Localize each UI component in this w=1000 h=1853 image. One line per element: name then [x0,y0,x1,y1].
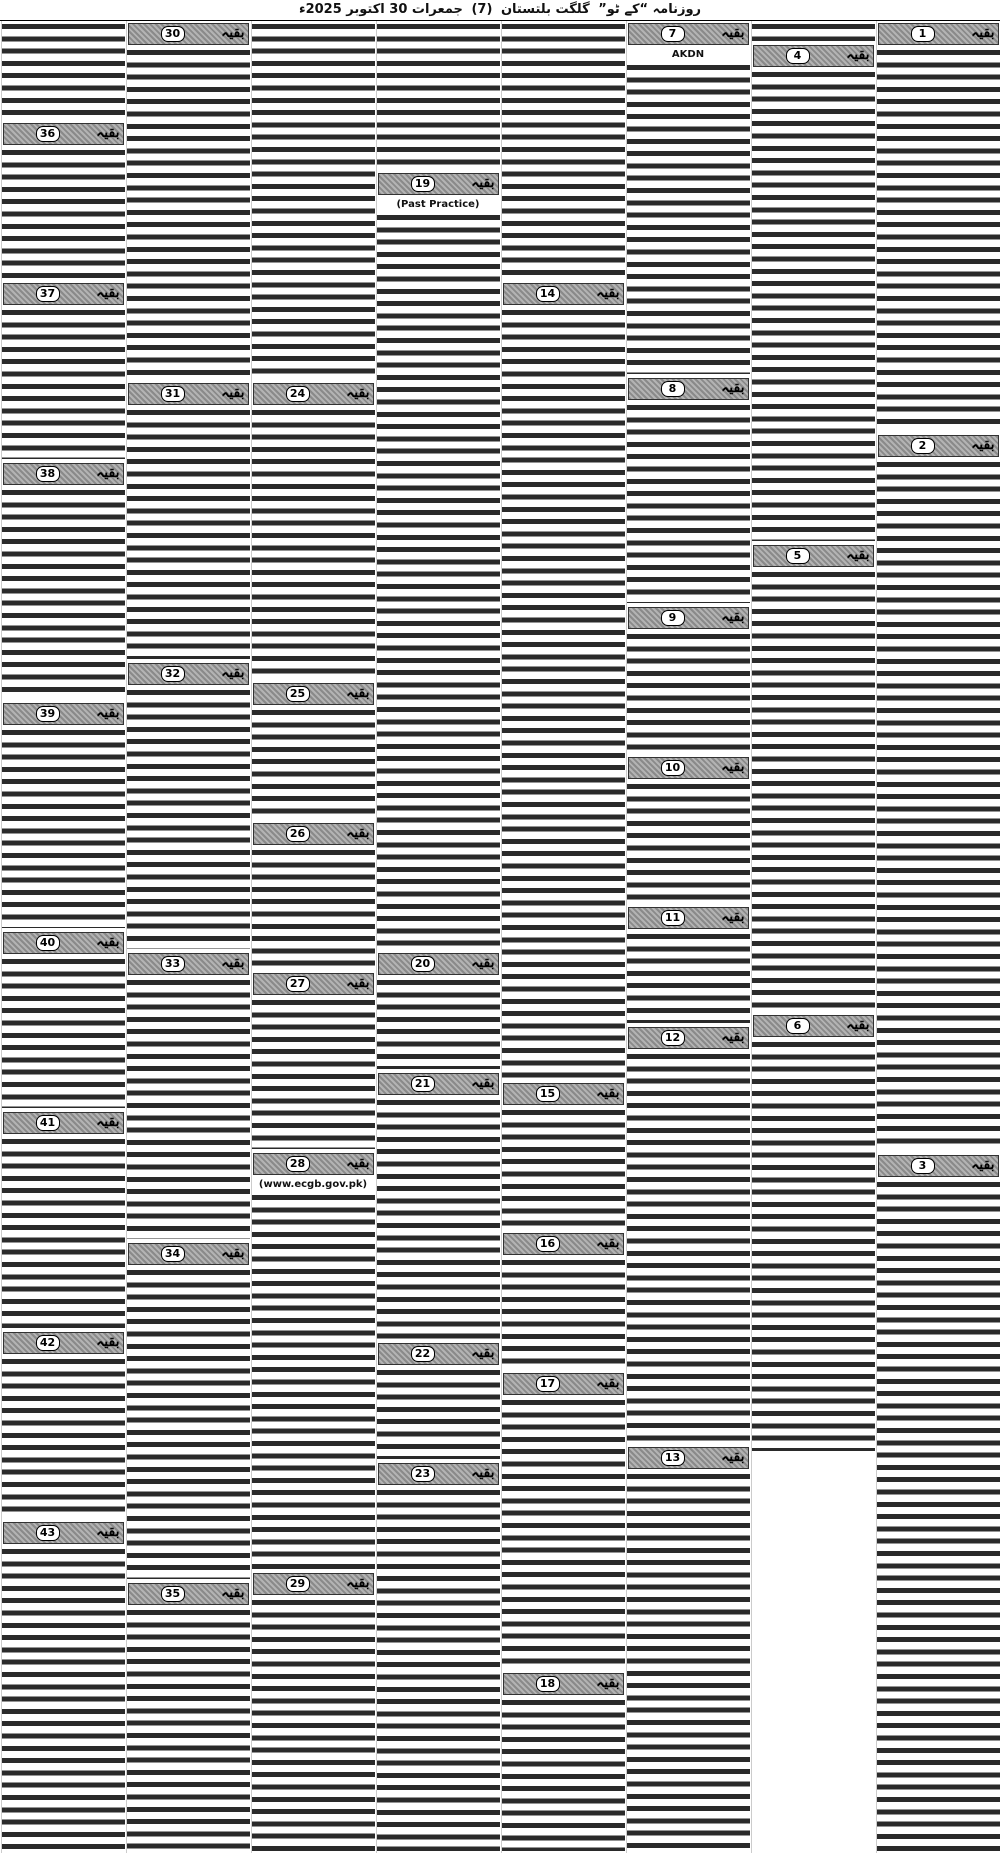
article-block [2,461,125,701]
continuation-number: 20 [411,956,435,972]
article-block [127,661,250,951]
continuation-badge [3,1522,124,1544]
continuation-badge [878,1155,999,1177]
article-block [877,21,1000,433]
article-block [377,1461,500,1853]
article-body-text [752,569,875,1011]
article-block [627,376,750,605]
dateline-date: جمعرات 30 اکتوبر 2025ء [298,2,463,17]
continuation-badge [628,907,749,929]
continuation-label: بقیہ [846,547,870,563]
continuation-number: 42 [36,1335,60,1351]
continuation-badge [253,683,374,705]
article-body-text [502,1697,625,1851]
continuation-number: 37 [36,286,60,302]
article-body-text [2,1546,125,1850]
article-body-text [2,487,125,699]
continuation-label: بقیہ [96,125,120,141]
article-block [2,701,125,930]
continuation-label: بقیہ [346,685,370,701]
masthead-dateline [0,0,1000,21]
article-block [127,951,250,1241]
dateline-page-number: (7) [471,2,493,17]
continuation-badge [378,1343,499,1365]
continuation-label: بقیہ [221,385,245,401]
article-block [377,951,500,1071]
continuation-label: بقیہ [346,1575,370,1591]
article-block [877,1153,1000,1853]
continuation-badge [128,383,249,405]
dateline-newspaper: روزنامہ “کے ٹو” [598,2,702,17]
continuation-badge [503,1673,624,1695]
inline-latin-text: AKDN [671,49,705,60]
article-block [2,930,125,1110]
article-block [127,21,250,381]
article-body-text [627,1471,750,1850]
continuation-badge [128,23,249,45]
article-block [502,1371,625,1671]
article-block [502,1081,625,1231]
article-block [252,1151,375,1571]
column-2 [751,21,875,1853]
continuation-badge [3,463,124,485]
continuation-label: بقیہ [221,1585,245,1601]
article-body-text [252,21,375,379]
continuation-number: 36 [36,126,60,142]
continuation-badge [128,1243,249,1265]
continuation-label: بقیہ [96,1524,120,1540]
article-block [752,21,875,43]
article-body-text [877,47,1000,431]
article-body-text [127,1607,250,1851]
article-body-text [752,21,875,41]
continuation-number: 11 [661,910,685,926]
article-block [2,281,125,461]
article-body-text [377,1367,500,1459]
continuation-badge [628,607,749,629]
article-body-text [377,977,500,1069]
continuation-label: بقیہ [346,975,370,991]
article-body-text [502,21,625,279]
continuation-number: 43 [36,1525,60,1541]
continuation-number: 18 [536,1676,560,1692]
column-6 [251,21,375,1853]
continuation-badge [253,383,374,405]
continuation-number: 3 [911,1158,935,1174]
article-block [127,1241,250,1581]
continuation-label: بقیہ [596,285,620,301]
continuation-number: 1 [911,26,935,42]
article-body-text [2,147,125,279]
article-block [2,1110,125,1330]
continuation-number: 39 [36,706,60,722]
continuation-number: 9 [661,610,685,626]
continuation-label: بقیہ [221,955,245,971]
article-body-text [252,997,375,1149]
article-body-text [377,1097,500,1339]
article-block [627,905,750,1025]
continuation-label: بقیہ [721,1029,745,1045]
article-block [752,1013,875,1453]
article-block [377,171,500,951]
article-block [502,281,625,1081]
continuation-label: بقیہ [971,1157,995,1173]
continuation-label: بقیہ [346,825,370,841]
continuation-label: بقیہ [846,1017,870,1033]
continuation-badge [3,1332,124,1354]
article-block [502,21,625,281]
continuation-label: بقیہ [596,1235,620,1251]
inline-latin-text: (www.ecgb.gov.pk) [258,1179,368,1190]
column-5 [376,21,500,1853]
article-body-text [2,956,125,1108]
continuation-number: 31 [161,386,185,402]
continuation-number: 10 [661,760,685,776]
article-body-text [627,402,750,603]
continuation-badge [253,1573,374,1595]
continuation-badge [128,1583,249,1605]
continuation-badge [3,1112,124,1134]
continuation-number: 29 [286,1576,310,1592]
article-block [627,1445,750,1852]
continuation-number: 14 [536,286,560,302]
continuation-label: بقیہ [96,934,120,950]
continuation-label: بقیہ [96,1334,120,1350]
continuation-label: بقیہ [721,25,745,41]
continuation-label: بقیہ [596,1675,620,1691]
article-block [252,681,375,821]
continuation-number: 27 [286,976,310,992]
article-body-text [127,977,250,1239]
article-body-text [752,69,875,541]
newspaper-page [0,21,1000,1853]
article-body-text [127,687,250,949]
article-body-text [252,1597,375,1851]
continuation-number: 15 [536,1086,560,1102]
continuation-label: بقیہ [721,609,745,625]
continuation-number: 22 [411,1346,435,1362]
article-body-text [377,212,500,949]
article-block [627,605,750,755]
dateline-region: گلگت بلتستان [500,2,590,17]
continuation-number: 26 [286,826,310,842]
article-body-text [502,1397,625,1669]
continuation-number: 25 [286,686,310,702]
continuation-label: بقیہ [721,380,745,396]
article-block [377,1341,500,1461]
continuation-label: بقیہ [721,909,745,925]
column-7 [126,21,250,1853]
continuation-badge [628,1027,749,1049]
continuation-number: 5 [786,548,810,564]
continuation-number: 24 [286,386,310,402]
continuation-label: بقیہ [471,175,495,191]
continuation-number: 2 [911,438,935,454]
continuation-label: بقیہ [971,25,995,41]
continuation-badge [253,823,374,845]
column-8 [1,21,125,1853]
article-body-text [127,407,250,659]
continuation-badge [128,663,249,685]
article-body-text [252,707,375,819]
inline-latin-text: (Past Practice) [396,199,480,210]
continuation-label: بقیہ [471,1465,495,1481]
continuation-badge [753,545,874,567]
article-body-text [877,459,1000,1151]
article-body-text [2,1136,125,1328]
continuation-badge [378,173,499,195]
continuation-badge [503,283,624,305]
continuation-number: 23 [411,1466,435,1482]
continuation-badge [628,23,749,45]
column-3 [626,21,750,1853]
continuation-label: بقیہ [96,1114,120,1130]
article-body-text [752,1039,875,1451]
article-body-text [252,407,375,679]
continuation-label: بقیہ [971,437,995,453]
continuation-number: 8 [661,381,685,397]
article-body-text [127,1267,250,1579]
continuation-number: 30 [161,26,185,42]
continuation-label: بقیہ [346,385,370,401]
continuation-number: 34 [161,1246,185,1262]
continuation-number: 13 [661,1450,685,1466]
article-block [127,381,250,661]
article-block [377,1071,500,1341]
continuation-badge [878,23,999,45]
continuation-number: 16 [536,1236,560,1252]
column-1 [876,21,1000,1853]
article-body-text [627,1051,750,1443]
continuation-badge [753,1015,874,1037]
article-block [127,1581,250,1853]
continuation-number: 35 [161,1586,185,1602]
continuation-badge [253,973,374,995]
continuation-number: 17 [536,1376,560,1392]
continuation-badge [378,953,499,975]
continuation-badge [503,1373,624,1395]
continuation-number: 28 [286,1156,310,1172]
continuation-badge [628,378,749,400]
article-body-text [127,47,250,379]
continuation-label: بقیہ [346,1155,370,1171]
article-body-text [627,781,750,903]
continuation-badge [253,1153,374,1175]
article-block [252,21,375,381]
continuation-label: بقیہ [96,285,120,301]
continuation-label: بقیہ [721,1449,745,1465]
article-body-text [252,1192,375,1569]
article-body-text [502,1107,625,1229]
continuation-label: بقیہ [471,955,495,971]
continuation-badge [128,953,249,975]
continuation-label: بقیہ [221,25,245,41]
continuation-label: بقیہ [471,1345,495,1361]
continuation-number: 40 [36,935,60,951]
article-body-text [627,62,750,374]
continuation-label: بقیہ [96,465,120,481]
article-block [502,1671,625,1853]
continuation-label: بقیہ [596,1085,620,1101]
continuation-badge [753,45,874,67]
article-block [627,755,750,905]
article-block [877,433,1000,1153]
article-body-text [877,1179,1000,1851]
article-block [377,21,500,171]
article-body-text [377,21,500,169]
article-block [252,1571,375,1853]
continuation-number: 33 [161,956,185,972]
continuation-label: بقیہ [846,47,870,63]
article-block [2,21,125,121]
continuation-label: بقیہ [721,759,745,775]
article-block [627,1025,750,1445]
article-block [252,971,375,1151]
continuation-badge [378,1073,499,1095]
article-body-text [377,1487,500,1851]
article-body-text [502,1257,625,1369]
article-body-text [2,307,125,459]
continuation-badge [628,757,749,779]
continuation-badge [503,1083,624,1105]
article-block [252,381,375,681]
continuation-number: 38 [36,466,60,482]
continuation-number: 4 [786,48,810,64]
continuation-number: 12 [661,1030,685,1046]
continuation-number: 6 [786,1018,810,1034]
continuation-badge [378,1463,499,1485]
article-block [752,43,875,543]
column-4 [501,21,625,1853]
continuation-badge [878,435,999,457]
continuation-badge [628,1447,749,1469]
continuation-badge [3,932,124,954]
article-body-text [627,631,750,753]
continuation-badge [3,123,124,145]
continuation-label: بقیہ [221,1245,245,1261]
continuation-label: بقیہ [471,1075,495,1091]
article-block [502,1231,625,1371]
article-body-text [2,727,125,928]
continuation-badge [503,1233,624,1255]
article-body-text [252,847,375,969]
article-block [752,543,875,1013]
article-block [2,121,125,281]
continuation-number: 32 [161,666,185,682]
article-body-text [627,931,750,1023]
continuation-label: بقیہ [96,705,120,721]
article-block [2,1330,125,1520]
article-body-text [2,21,125,119]
article-block [252,821,375,971]
article-block [627,21,750,376]
continuation-number: 19 [411,176,435,192]
article-body-text [2,1356,125,1518]
continuation-number: 41 [36,1115,60,1131]
article-block [2,1520,125,1852]
continuation-label: بقیہ [221,665,245,681]
continuation-label: بقیہ [596,1375,620,1391]
article-body-text [502,307,625,1079]
continuation-number: 7 [661,26,685,42]
continuation-number: 21 [411,1076,435,1092]
continuation-badge [3,283,124,305]
continuation-badge [3,703,124,725]
